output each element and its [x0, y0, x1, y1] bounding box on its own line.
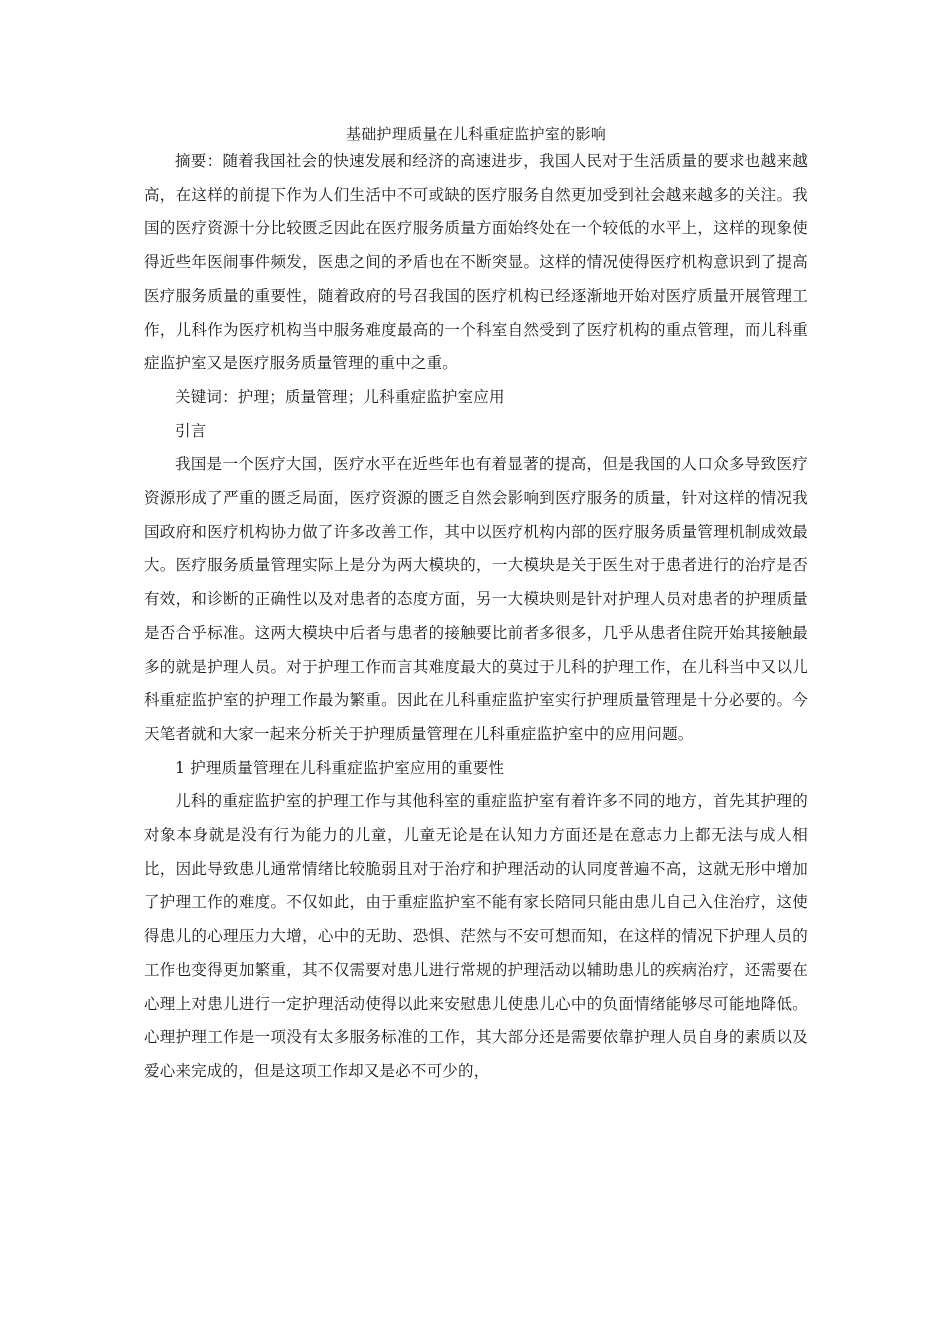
document-title: 基础护理质量在儿科重症监护室的影响 [345, 125, 607, 143]
abstract-paragraph: 摘要：随着我国社会的快速发展和经济的高速进步，我国人民对于生活质量的要求也越来越高，在这样的前提下作为人们生活中不可或缺的医疗服务自然更加受到社会越来越多的关注。我国的医疗资源十分比较匮乏因此在医疗服务质量方面始终处在一个较低的水平上，这样的现象使得近些年医闹事件频发，医患之间的矛盾也在不断突显。这样的情况使得医疗机构意识到了提高医疗服务质量的重要性，随着政府的号召我国的医疗机构已经逐渐地开始对医疗质量开展管理工作，儿科作为医疗机构当中服务难度最高的一个科室自然受到了医疗机构的重点管理，而儿科重症监护室又是医疗服务质量管理的重中之重。 [144, 152, 808, 373]
document-body [144, 124, 808, 1089]
keywords-line: 关键词：护理；质量管理；儿科重症监护室应用 [175, 387, 505, 406]
intro-paragraph: 我国是一个医疗大国，医疗水平在近些年也有着显著的提高，但是我国的人口众多导致医疗资源形成了严重的匮乏局面，医疗资源的匮乏自然会影响到医疗服务的质量，针对这样的情况我国政府和医疗机构协力做了许多改善工作，其中以医疗机构内部的医疗服务质量管理机制成效最大。医疗服务质量管理实际上是分为两大模块的，一大模块是关于医生对于患者进行的治疗是否有效，和诊断的正确性以及对患者的态度方面，另一大模块则是针对护理人员对患者的护理质量是否合乎标准。这两大模块中后者与患者的接触要比前者多很多，几乎从患者住院开始其接触最多的就是护理人员。对于护理工作而言其难度最大的莫过于儿科的护理工作，在儿科当中又以儿科重症监护室的护理工作最为繁重。因此在儿科重症监护室实行护理质量管理是十分必要的。今天笔者就和大家一起来分析关于护理质量管理在儿科重症监护室中的应用问题。 [144, 455, 808, 743]
section-1-paragraph: 儿科的重症监护室的护理工作与其他科室的重症监护室有着许多不同的地方，首先其护理的对象本身就是没有行为能力的儿童，儿童无论是在认知力方面还是在意志力上都无法与成人相比，因此导致患儿通常情绪比较脆弱且对于治疗和护理活动的认同度普遍不高，这就无形中增加了护理工作的难度。不仅如此，由于重症监护室不能有家长陪同只能由患儿自己入住治疗，这使得患儿的心理压力大增，心中的无助、恐惧、茫然与不安可想而知，在这样的情况下护理人员的工作也变得更加繁重，其不仅需要对患儿进行常规的护理活动以辅助患儿的疾病治疗，还需要在心理上对患儿进行一定护理活动使得以此来安慰患儿使患儿心中的负面情绪能够尽可能地降低。心理护理工作是一项没有太多服务标准的工作，其大部分还是需要依靠护理人员自身的素质以及爱心来完成的，但是这项工作却又是必不可少的， [144, 792, 808, 1080]
intro-heading: 引言 [175, 421, 207, 440]
section-1-heading: 1 护理质量管理在儿科重症监护室应用的重要性 [175, 758, 505, 777]
